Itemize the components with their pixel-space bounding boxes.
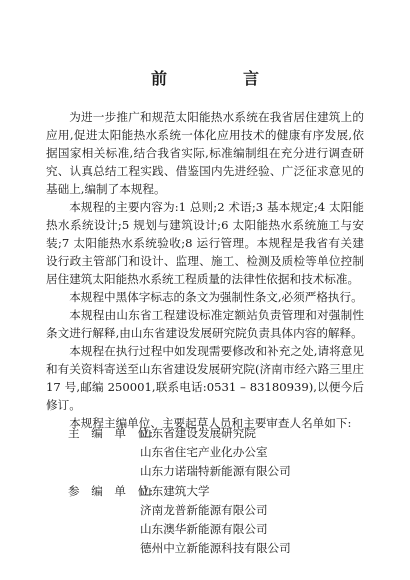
participant-unit: 济南龙普新能源有限公司: [140, 503, 268, 517]
chief-editor-list: [140, 424, 291, 481]
participant-units: [68, 482, 368, 558]
page-title: 前 言: [150, 69, 289, 88]
chief-editor-unit: 山东省建设发展研究院: [140, 426, 256, 440]
preface-body: [46, 108, 364, 432]
chief-editor-unit: 山东力诺瑞特新能源有限公司: [140, 464, 291, 478]
paragraph-contents: 本规程的主要内容为:1 总则;2 术语;3 基本规定;4 太阳能热水系统设计;5 规划与建筑设计;6 太阳能热水系统施工与安装;7 太阳能热水系统验收;8 运行管理。本规程是我省有关建设行政主管部门和设计、监理、施工、检测及质检等单位控制居住建筑太阳能热水系统工程质量的法律性依据和技术标准。: [46, 200, 364, 286]
chief-editor-unit: 山东省住宅产业化办公室: [140, 445, 268, 459]
participants-label: 参 编 单 位:: [68, 484, 154, 498]
chief-editor-label: 主 编 单 位:: [68, 426, 154, 440]
chief-editor-units: [68, 424, 368, 481]
paragraph-purpose: 为进一步推广和规范太阳能热水系统在我省居住建筑上的应用,促进太阳能热水系统一体化应用技术的健康有序发展,依据国家相关标准,结合我省实际,标准编制组在充分进行调查研究、认真总结工程实践、借鉴国内先进经验、广泛征求意见的基础上,编制了本规程。: [46, 110, 364, 196]
paragraph-management: 本规程由山东省工程建设标准定额站负责管理和对强制性条文进行解释,由山东省建设发展研究院负责具体内容的解释。: [46, 308, 364, 340]
participants-list: [140, 482, 291, 558]
participant-unit: 德州中立新能源科技有限公司: [140, 541, 291, 555]
paragraph-mandatory: 本规程中黑体字标志的条文为强制性条文,必须严格执行。: [69, 290, 363, 304]
participant-unit: 山东澳华新能源有限公司: [140, 522, 268, 536]
paragraph-list-intro: 本规程主编单位、主要起草人员和主要审查人名单如下:: [69, 416, 352, 430]
paragraph-feedback: 本规程在执行过程中如发现需要修改和补充之处,请将意见和有关资料寄送至山东省建设发展研究院(济南市经六路三里庄17 号,邮编 250001,联系电话:0531 – 83180939),以便今后修订。: [46, 344, 364, 412]
participant-unit: 山东建筑大学: [140, 484, 210, 498]
